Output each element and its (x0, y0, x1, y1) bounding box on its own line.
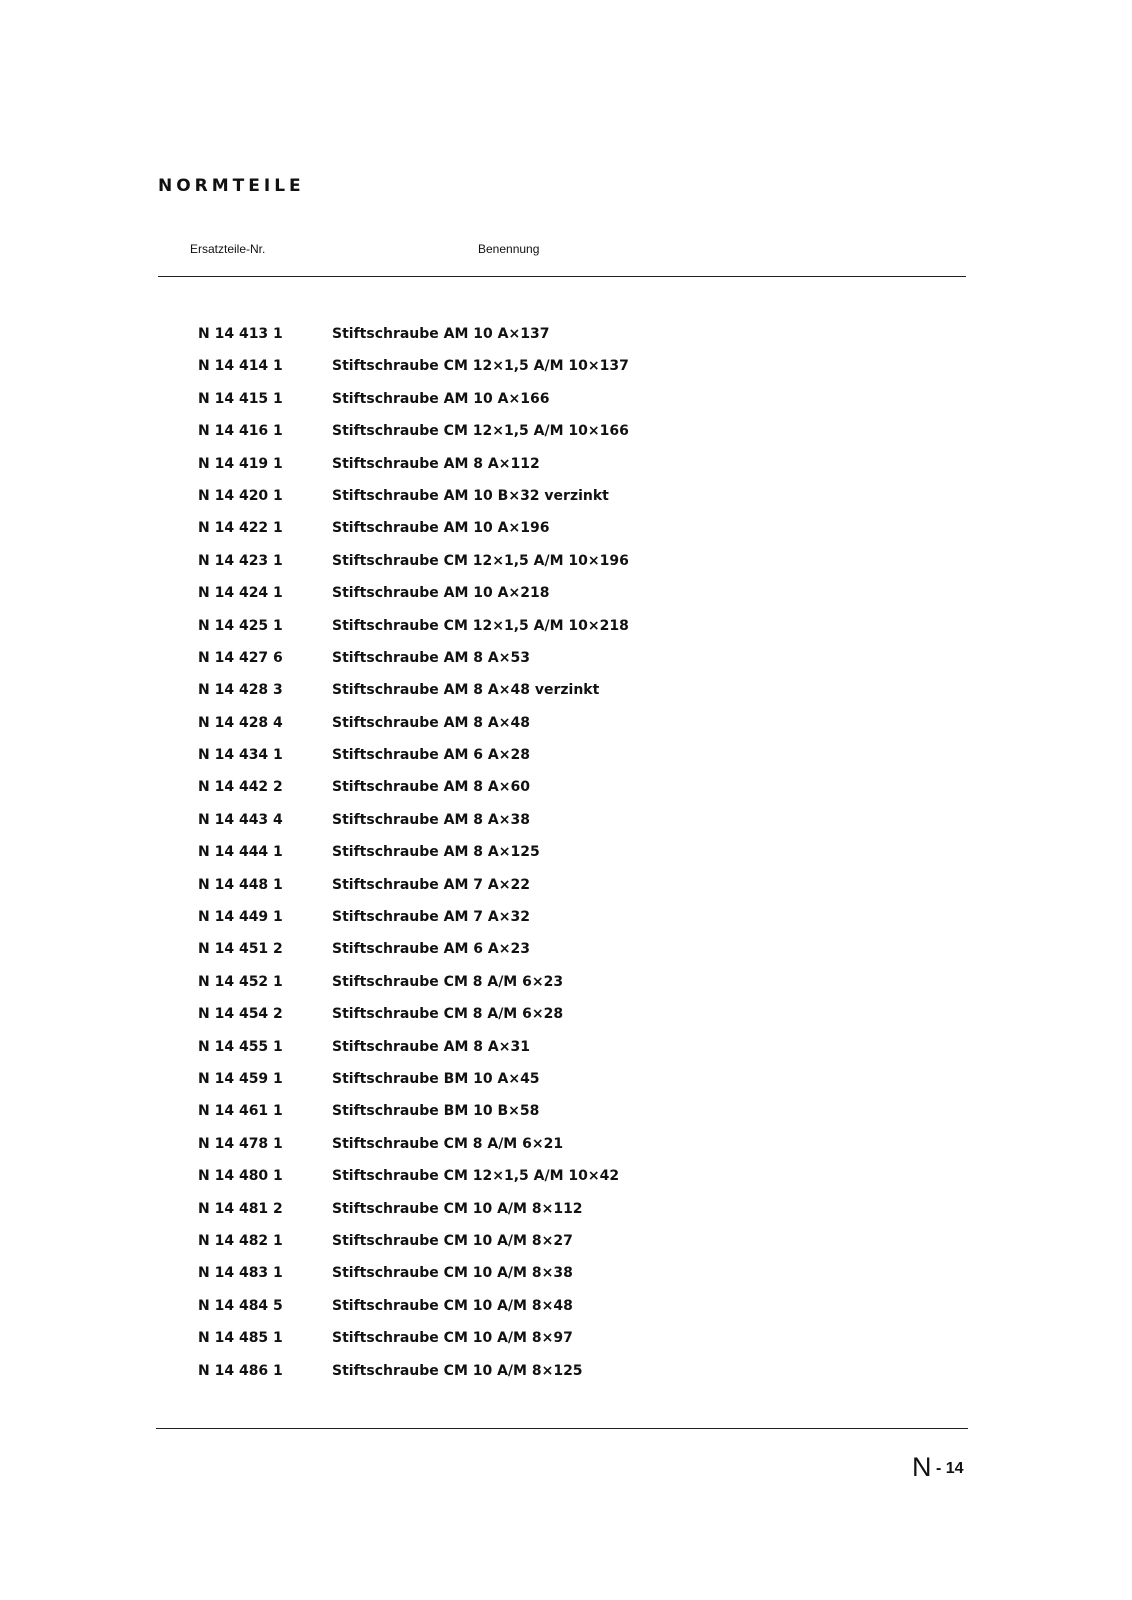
table-row (0, 1130, 1132, 1162)
part-number: N 14 482 1 (198, 1232, 283, 1249)
table-row (0, 514, 1132, 546)
part-description: Stiftschraube AM 8 A×53 (332, 649, 530, 666)
part-description: Stiftschraube AM 8 A×31 (332, 1038, 530, 1055)
table-row (0, 612, 1132, 644)
part-description: Stiftschraube AM 8 A×48 (332, 714, 530, 731)
part-description: Stiftschraube CM 12×1,5 A/M 10×218 (332, 617, 629, 634)
table-row (0, 1097, 1132, 1129)
part-number: N 14 486 1 (198, 1362, 283, 1379)
table-row (0, 1259, 1132, 1291)
part-number: N 14 454 2 (198, 1006, 283, 1023)
parts-list (0, 320, 1132, 1389)
part-description: Stiftschraube CM 10 A/M 8×112 (332, 1200, 583, 1217)
part-description: Stiftschraube CM 12×1,5 A/M 10×166 (332, 423, 629, 440)
table-row (0, 1324, 1132, 1356)
part-number: N 14 425 1 (198, 617, 283, 634)
page-number-section: N (912, 1452, 932, 1482)
table-row (0, 547, 1132, 579)
part-number: N 14 442 2 (198, 779, 283, 796)
table-row (0, 773, 1132, 805)
part-description: Stiftschraube BM 10 A×45 (332, 1070, 540, 1087)
part-description: Stiftschraube CM 8 A/M 6×23 (332, 973, 564, 990)
part-number: N 14 485 1 (198, 1330, 283, 1347)
page-number (912, 1452, 964, 1483)
table-row (0, 1357, 1132, 1389)
part-description: Stiftschraube CM 10 A/M 8×125 (332, 1362, 583, 1379)
table-row (0, 1195, 1132, 1227)
table-row (0, 1000, 1132, 1032)
part-number: N 14 451 2 (198, 941, 283, 958)
part-number: N 14 415 1 (198, 390, 283, 407)
table-row (0, 320, 1132, 352)
part-description: Stiftschraube AM 8 A×60 (332, 779, 530, 796)
part-description: Stiftschraube AM 10 B×32 verzinkt (332, 487, 609, 504)
part-description: Stiftschraube AM 10 A×218 (332, 585, 550, 602)
table-row (0, 482, 1132, 514)
part-number: N 14 427 6 (198, 649, 283, 666)
header-divider (158, 276, 966, 277)
column-header-description: Benennung (478, 242, 540, 256)
table-row (0, 352, 1132, 384)
table-row (0, 968, 1132, 1000)
part-number: N 14 428 4 (198, 714, 283, 731)
table-row (0, 676, 1132, 708)
part-description: Stiftschraube CM 10 A/M 8×27 (332, 1232, 573, 1249)
table-row (0, 1227, 1132, 1259)
part-number: N 14 481 2 (198, 1200, 283, 1217)
part-number: N 14 484 5 (198, 1297, 283, 1314)
part-number: N 14 444 1 (198, 844, 283, 861)
part-description: Stiftschraube CM 10 A/M 8×48 (332, 1297, 573, 1314)
part-number: N 14 423 1 (198, 552, 283, 569)
column-header-part-number: Ersatzteile-Nr. (190, 242, 266, 256)
part-description: Stiftschraube AM 8 A×125 (332, 844, 540, 861)
part-number: N 14 428 3 (198, 682, 283, 699)
part-description: Stiftschraube AM 10 A×196 (332, 520, 550, 537)
table-row (0, 579, 1132, 611)
part-number: N 14 483 1 (198, 1265, 283, 1282)
footer-divider (156, 1428, 968, 1429)
table-row (0, 417, 1132, 449)
part-description: Stiftschraube AM 10 A×166 (332, 390, 550, 407)
part-number: N 14 434 1 (198, 747, 283, 764)
part-description: Stiftschraube CM 12×1,5 A/M 10×137 (332, 358, 629, 375)
page-number-separator: - (931, 1459, 946, 1477)
part-description: Stiftschraube BM 10 B×58 (332, 1103, 540, 1120)
page-number-value: 14 (945, 1459, 964, 1477)
part-number: N 14 420 1 (198, 487, 283, 504)
part-number: N 14 461 1 (198, 1103, 283, 1120)
table-row (0, 1065, 1132, 1097)
part-number: N 14 480 1 (198, 1168, 283, 1185)
part-description: Stiftschraube CM 8 A/M 6×21 (332, 1135, 564, 1152)
table-row (0, 871, 1132, 903)
part-number: N 14 422 1 (198, 520, 283, 537)
table-row (0, 709, 1132, 741)
table-row (0, 741, 1132, 773)
part-number: N 14 452 1 (198, 973, 283, 990)
table-row (0, 935, 1132, 967)
part-description: Stiftschraube AM 8 A×112 (332, 455, 540, 472)
part-number: N 14 419 1 (198, 455, 283, 472)
part-description: Stiftschraube CM 10 A/M 8×38 (332, 1265, 573, 1282)
part-number: N 14 416 1 (198, 423, 283, 440)
part-description: Stiftschraube CM 10 A/M 8×97 (332, 1330, 573, 1347)
table-row (0, 838, 1132, 870)
part-description: Stiftschraube AM 6 A×28 (332, 747, 530, 764)
part-number: N 14 478 1 (198, 1135, 283, 1152)
table-row (0, 450, 1132, 482)
table-row (0, 385, 1132, 417)
part-description: Stiftschraube AM 7 A×32 (332, 909, 530, 926)
part-description: Stiftschraube CM 8 A/M 6×28 (332, 1006, 564, 1023)
part-number: N 14 449 1 (198, 909, 283, 926)
table-row (0, 903, 1132, 935)
part-number: N 14 443 4 (198, 811, 283, 828)
part-description: Stiftschraube AM 6 A×23 (332, 941, 530, 958)
part-number: N 14 448 1 (198, 876, 283, 893)
part-number: N 14 455 1 (198, 1038, 283, 1055)
part-number: N 14 414 1 (198, 358, 283, 375)
part-description: Stiftschraube AM 8 A×48 verzinkt (332, 682, 600, 699)
part-description: Stiftschraube AM 7 A×22 (332, 876, 530, 893)
table-row (0, 1292, 1132, 1324)
part-description: Stiftschraube CM 12×1,5 A/M 10×196 (332, 552, 629, 569)
table-row (0, 1033, 1132, 1065)
part-number: N 14 413 1 (198, 326, 283, 342)
table-row (0, 806, 1132, 838)
part-description: Stiftschraube AM 10 A×137 (332, 326, 550, 342)
page-title: NORMTEILE (158, 176, 305, 196)
table-row (0, 1162, 1132, 1194)
part-description: Stiftschraube AM 8 A×38 (332, 811, 530, 828)
table-row (0, 644, 1132, 676)
part-number: N 14 459 1 (198, 1070, 283, 1087)
part-number: N 14 424 1 (198, 585, 283, 602)
part-description: Stiftschraube CM 12×1,5 A/M 10×42 (332, 1168, 620, 1185)
